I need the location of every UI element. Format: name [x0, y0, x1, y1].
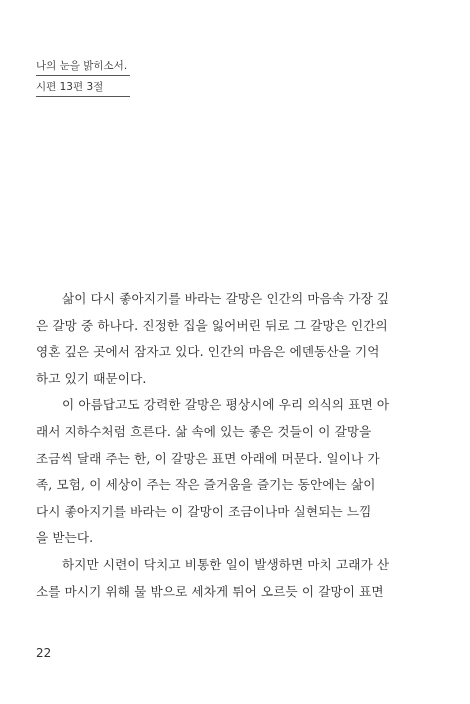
- running-head: [36, 58, 130, 97]
- running-head-title: 나의 눈을 밝히소서.: [36, 58, 130, 76]
- text-line: 하고 있기 때문이다.: [36, 370, 147, 386]
- page-number: 22: [36, 646, 52, 660]
- text-line: 하지만 시련이 닥치고 비통한 일이 발생하면 마치 고래가 산: [62, 556, 390, 572]
- text-line: 다시 좋아지기를 바라는 이 갈망이 조금이나마 실현되는 느낌: [36, 503, 372, 519]
- text-line: 을 받는다.: [36, 530, 94, 546]
- running-head-reference: 시편 13편 3절: [36, 79, 130, 97]
- text-line: 영혼 깊은 곳에서 잠자고 있다. 인간의 마음은 에덴동산을 기억: [36, 344, 380, 360]
- text-line: 은 갈망 중 하나다. 진정한 집을 잃어버린 뒤로 그 갈망은 인간의: [36, 317, 388, 333]
- text-line: 족, 모험, 이 세상이 주는 작은 즐거움을 즐기는 동안에는 삶이: [36, 477, 376, 493]
- text-line: 래서 지하수처럼 흐른다. 삶 속에 있는 좋은 것들이 이 갈망을: [36, 423, 372, 439]
- text-line: 조금씩 달래 주는 한, 이 갈망은 표면 아래에 머문다. 일이나 가: [36, 450, 380, 466]
- text-line: 삶이 다시 좋아지기를 바라는 갈망은 인간의 마음속 가장 깊: [62, 291, 390, 306]
- body-text: [36, 286, 436, 605]
- text-line: 소를 마시기 위해 물 밖으로 세차게 튀어 오르듯 이 갈망이 표면: [36, 583, 384, 599]
- text-line: 이 아름답고도 강력한 갈망은 평상시에 우리 의식의 표면 아: [62, 397, 390, 413]
